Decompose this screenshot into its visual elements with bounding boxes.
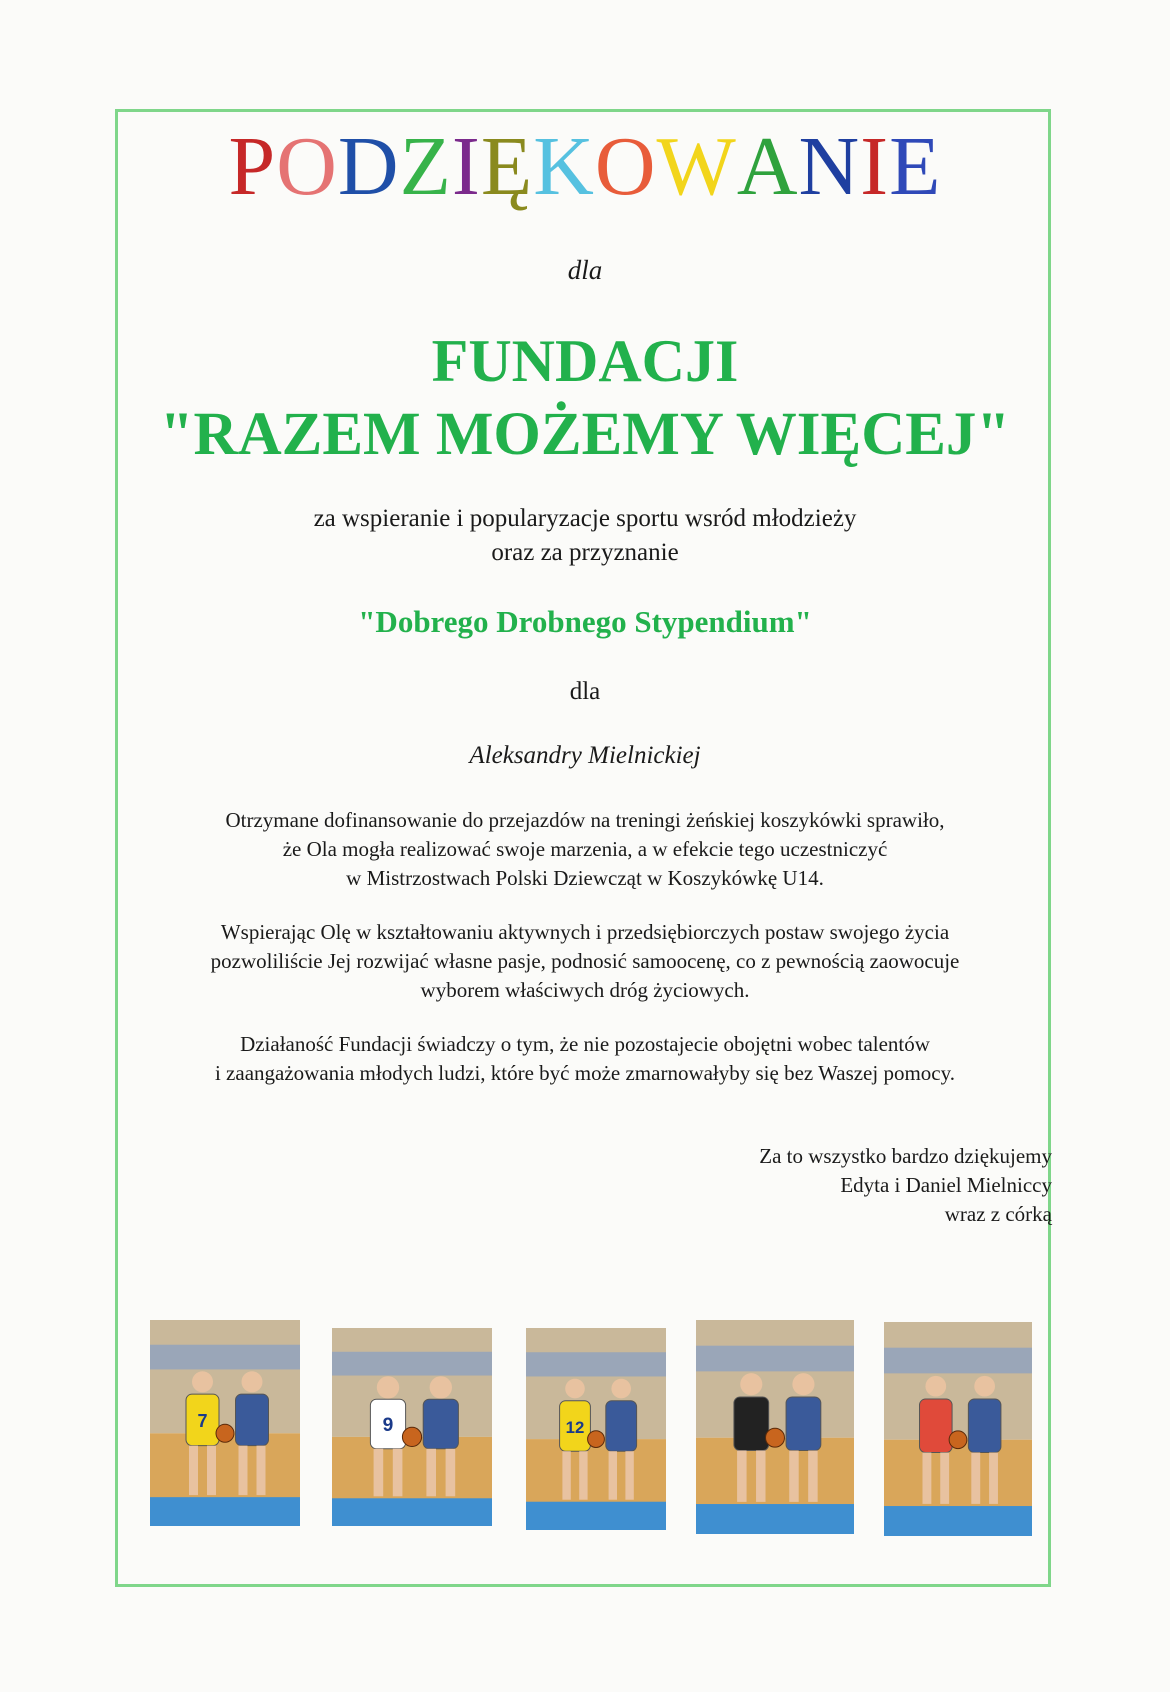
title-letter: K <box>533 120 595 213</box>
reason-line2: oraz za przyznanie <box>491 539 679 566</box>
dla-italic: dla <box>567 255 603 285</box>
jersey-number: 12 <box>565 1418 585 1438</box>
paragraph-line: że Ola mogła realizować swoje marzenia, a w efekcie tego uczestniczyć <box>282 837 888 861</box>
title-letter: D <box>337 120 400 213</box>
player-head <box>974 1376 995 1397</box>
title-letter: I <box>451 120 481 213</box>
basketball <box>766 1428 785 1447</box>
foundation-name-line1: FUNDACJI <box>431 328 739 394</box>
scholarship-name: "Dobrego Drobnego Stypendium" <box>358 604 812 639</box>
photo-wall <box>884 1322 1032 1440</box>
player-jersey <box>968 1399 1001 1453</box>
player-jersey <box>734 1397 769 1451</box>
jersey-number: 9 <box>382 1414 394 1436</box>
player-leg <box>989 1453 998 1504</box>
player-leg <box>789 1451 798 1502</box>
player-leg <box>562 1451 570 1499</box>
basketball-photo-4 <box>696 1320 854 1534</box>
paragraph-line: Działaność Fundacji świadczy o tym, że nie pozostajecie obojętni wobec talentów <box>240 1032 930 1056</box>
title-letter: A <box>736 120 799 213</box>
paragraph-line: Otrzymane dofinansowanie do przejazdów na treningi żeńskiej koszykówki sprawiło, <box>225 808 945 832</box>
player-leg <box>207 1446 216 1495</box>
player-leg <box>808 1451 817 1502</box>
player-leg <box>737 1451 746 1502</box>
paragraph-line: Wspierając Olę w kształtowaniu aktywnych i przedsiębiorczych postaw swojego życia <box>220 920 950 944</box>
basketball <box>588 1431 605 1448</box>
player-leg <box>446 1449 456 1497</box>
photo-wall <box>150 1320 300 1433</box>
photo-wall <box>526 1328 666 1439</box>
player-leg <box>579 1451 587 1499</box>
photo-scene <box>526 1328 666 1530</box>
player-leg <box>756 1451 765 1502</box>
player-head <box>740 1373 762 1395</box>
player-head <box>192 1371 213 1392</box>
basketball-photo-3 <box>526 1328 666 1530</box>
player-leg <box>393 1449 403 1497</box>
photo-scene <box>150 1320 300 1526</box>
player-leg <box>426 1449 436 1497</box>
paragraph-1 <box>130 806 1040 893</box>
basketball <box>216 1424 234 1442</box>
player-jersey <box>786 1397 821 1451</box>
photo-scene <box>332 1328 492 1526</box>
paragraph-line: pozwoliliście Jej rozwijać własne pasje, podnosić samoocenę, co z pewnością zaowocuje <box>210 949 960 973</box>
closing-line2: Edyta i Daniel Mielniccy <box>840 1173 1052 1197</box>
photo-stands <box>696 1346 854 1372</box>
basketball-photo-1 <box>150 1320 300 1526</box>
certificate-title <box>0 120 1170 213</box>
photo-stands <box>526 1352 666 1376</box>
player-jersey <box>423 1399 458 1449</box>
reason-line1: za wspieranie i popularyzacje sportu wsród młodzieży <box>313 505 857 532</box>
title-letter: I <box>860 120 890 213</box>
paragraph-line: w Mistrzostwach Polski Dziewcząt w Koszykówkę U14. <box>346 866 824 890</box>
photo-scene <box>696 1320 854 1534</box>
title-letter: E <box>889 120 942 213</box>
paragraph-line: wyborem właściwych dróg życiowych. <box>420 978 750 1002</box>
title-letter: P <box>228 120 277 213</box>
photo-stands <box>884 1348 1032 1374</box>
reason-text <box>0 502 1170 570</box>
basketball <box>949 1431 967 1449</box>
recipient-name: Aleksandry Mielnickiej <box>469 742 701 769</box>
jersey-number: 7 <box>197 1411 208 1432</box>
player-leg <box>922 1453 931 1504</box>
player-head <box>792 1373 814 1395</box>
player-jersey <box>236 1394 269 1446</box>
title-letter: O <box>594 120 657 213</box>
player-head <box>925 1376 946 1397</box>
player-jersey <box>606 1401 637 1452</box>
player-head <box>565 1379 585 1399</box>
photo-wall <box>696 1320 854 1438</box>
title-letter: O <box>276 120 338 213</box>
player-head <box>611 1379 631 1399</box>
basketball <box>402 1427 421 1446</box>
paragraph-line: i zaangażowania młodych ludzi, które być może zmarnowałyby się bez Waszej pomocy. <box>214 1061 956 1085</box>
photo-wall <box>332 1328 492 1437</box>
player-leg <box>609 1451 617 1499</box>
title-letter: N <box>798 120 861 213</box>
photo-court-line <box>150 1497 300 1526</box>
photo-scene <box>884 1322 1032 1536</box>
title-letter: W <box>656 120 737 213</box>
photo-court-line <box>332 1498 492 1526</box>
paragraph-2 <box>130 918 1040 1005</box>
photo-stands <box>332 1352 492 1376</box>
player-leg <box>374 1449 384 1497</box>
player-head <box>430 1376 452 1398</box>
player-jersey <box>920 1399 953 1453</box>
paragraph-3 <box>130 1030 1040 1088</box>
title-letter: Ę <box>480 120 534 213</box>
player-leg <box>257 1446 266 1495</box>
player-leg <box>239 1446 248 1495</box>
player-leg <box>940 1453 949 1504</box>
photo-court-line <box>526 1502 666 1530</box>
title-letter: Z <box>399 120 452 213</box>
closing-signature <box>759 1142 1052 1229</box>
closing-line1: Za to wszystko bardzo dziękujemy <box>759 1144 1052 1168</box>
basketball-photo-2 <box>332 1328 492 1526</box>
closing-line3: wraz z córką <box>944 1202 1052 1226</box>
player-leg <box>625 1451 633 1499</box>
foundation-name-line2: "RAZEM MOŻEMY WIĘCEJ" <box>159 401 1011 468</box>
player-head <box>377 1376 399 1398</box>
photo-court-line <box>696 1504 854 1534</box>
basketball-photo-5 <box>884 1322 1032 1536</box>
photo-stands <box>150 1345 300 1370</box>
dla-plain: dla <box>569 678 601 705</box>
player-leg <box>189 1446 198 1495</box>
player-leg <box>971 1453 980 1504</box>
photo-court-line <box>884 1506 1032 1536</box>
player-head <box>242 1371 263 1392</box>
